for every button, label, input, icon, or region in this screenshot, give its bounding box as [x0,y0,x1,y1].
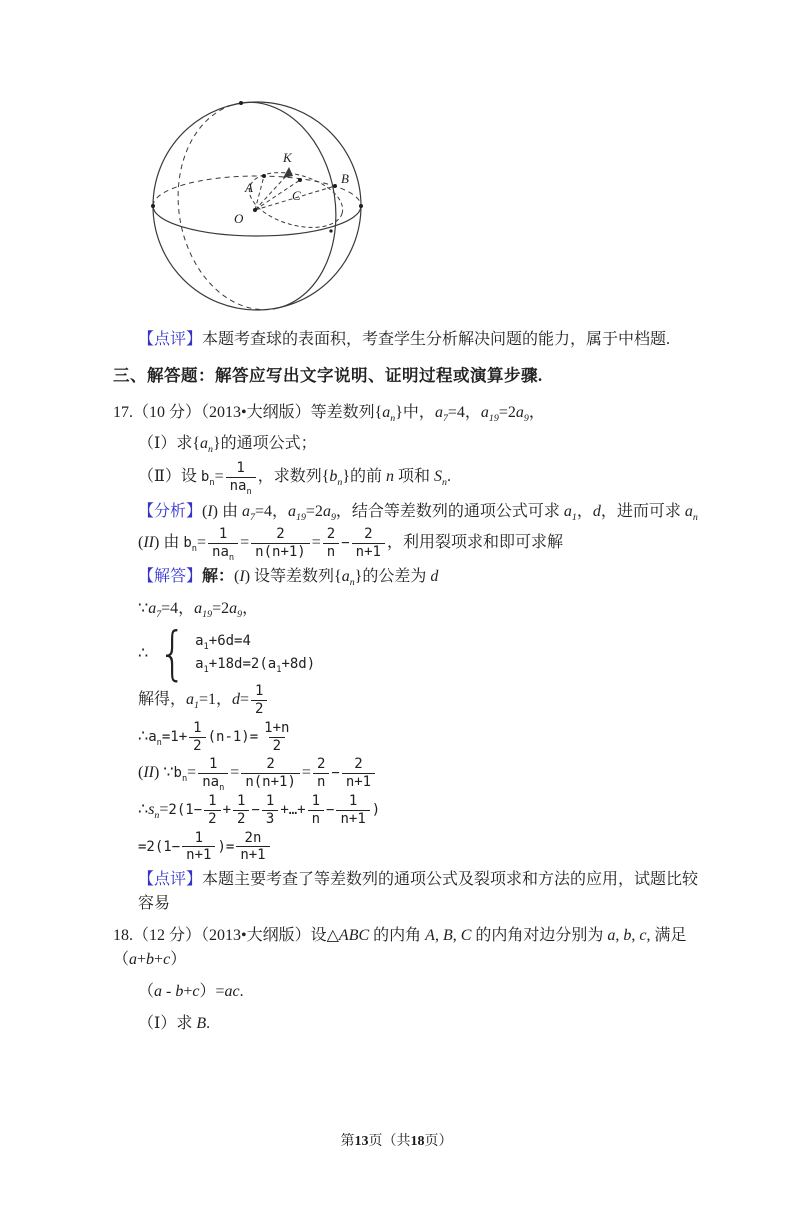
q17-answer-head [138,565,713,589]
q17-sn-result: =2(1− $\frac{1}{n+1}$ )= $\frac{2n}{n+1}$ [138,830,713,865]
comment-16-line [138,328,713,352]
q17-sn-formula: $\therefore s_n=2(1-$ $\frac{1}{2}$ + $\frac{1}{2}$ − $\frac{1}{3}$ +…+ $\frac{1}{n}$ − $\frac{1}{n+1}$ ) [138,792,381,827]
q17-given: $\because a_7=4$，$a_{19}=2a_9$， [138,599,259,621]
point-label-C: C [292,188,301,203]
point-label-O: O [234,211,244,226]
q18-line2: （a - b+c）=ac. [138,983,244,1001]
great-circle-front-arc [241,102,336,309]
sphere-outline [153,102,361,310]
equation-system [138,618,713,687]
q17-part1: （Ⅰ）求$\{a_n\}$的通项公式； [138,434,317,455]
point-label-A: A [245,180,253,195]
analysis-1-text: (I) 由 $a_7=4$，$a_{19}=2a_9$，结合等差数列的通项公式可求 $a_1$，d，进而可求 $a_n$ [202,503,698,524]
comment-17-text: 本题主要考查了等差数列的通项公式及裂项求和方法的应用，试题比较容易 [138,871,699,913]
comment-label: 【点评】 [138,331,203,348]
q17-part2: （Ⅱ）设 $b_n=$ $\frac{1}{na_n}$ ，求数列$\{b_n\}$的前 n 项和 $S_n$. [138,459,451,497]
system-brace: { [158,618,187,687]
comment-16-text: 本题考查球的表面积，考查学生分析解决问题的能力，属于中档题. [202,331,671,348]
point-labels [234,150,349,226]
page-footer: 第13页（共18页） [340,1134,453,1149]
system-eq-2: $a_1+18d=2(a_1+8d)$ [195,656,316,675]
q17-an-formula: $\therefore a_n=1+$ $\frac{1}{2}$ (n-1)= $\frac{1+n}{2}$ [138,719,290,754]
q17-part2-solution: (II) $\because b_n=$ $\frac{1}{na_n}$ = $\frac{2}{n(n+1)}$ = $\frac{2}{n}$ − $\frac{2}{n+1}$ [138,756,713,791]
comment-17-line [138,868,713,916]
point-label-B: B [341,171,349,186]
q18-part1: （Ⅰ）求 B. [138,1015,211,1033]
section-header: 三、解答题：解答应写出文字说明、证明过程或演算步骤. [113,366,543,385]
q17-head: 17.（10 分）（2013•大纲版）等差数列$\{a_n\}$中，$a_7=4$，$a_{19}=2a_9$， [113,403,545,424]
q17-analysis-2: (II) 由 $b_n=$ $\frac{1}{na_n}$ = $\frac{2}{n(n+1)}$ = $\frac{2}{n}$ − $\frac{2}{n+1}$ ，利用裂项求和即可求解 [138,526,563,563]
figure-wrap [138,90,410,322]
q17-analysis-1 [138,500,713,524]
point-dots [151,101,363,233]
sphere-figure [138,90,410,322]
q17-solve-line: 解得，$a_1=1$，d= $\frac{1}{2}$ [138,683,713,718]
therefore-symbol: ∴ [138,645,149,663]
system-eq-1: $a_1+6d=4$ [195,633,251,653]
system-rows [195,633,315,673]
comment-label-17: 【点评】 [138,871,203,889]
q18-head: 18.（12 分）（2013•大纲版）设△ABC 的内角 A, B, C 的内角对边分别为 a, b, c, 满足（a+b+c） [113,927,687,969]
document-page [0,90,793,1212]
great-circle-back-arc [178,103,273,310]
answer-label: 【解答】 [138,567,203,585]
answer-head-text: 解：(I) 设等差数列$\{a_n\}$的公差为 d [202,567,439,589]
analysis-label: 【分析】 [138,503,203,521]
point-label-K: K [283,150,292,165]
